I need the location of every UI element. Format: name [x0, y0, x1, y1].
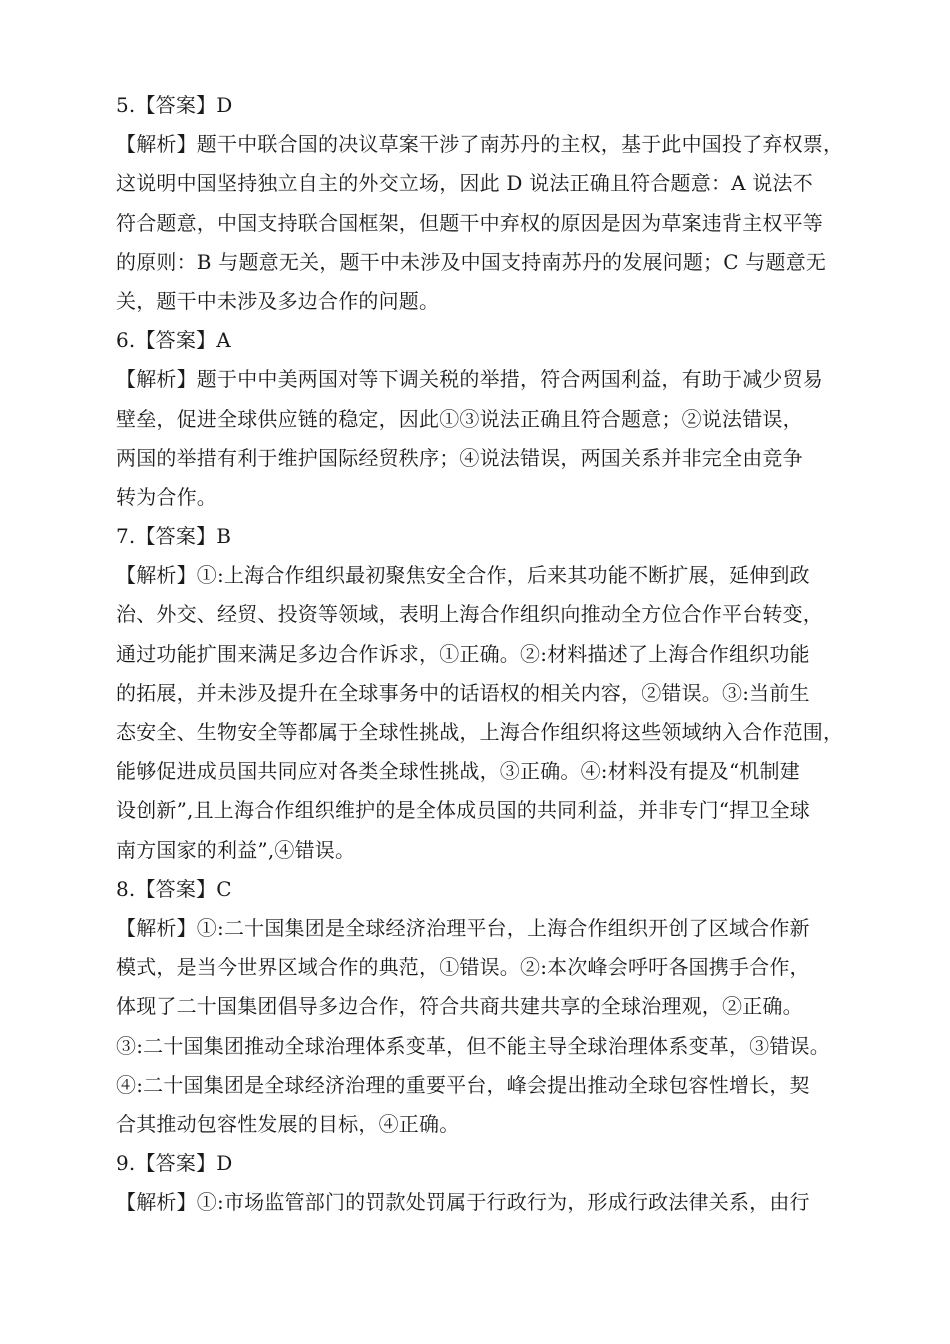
text-line: 南方国家的利益”,④错误。 — [116, 837, 356, 862]
answer-line-q5: 5.【答案】D — [116, 93, 233, 117]
answer-explanation-text — [116, 86, 844, 1222]
text-line: 【解析】题于中中美两国对等下调关税的举措，符合两国利益，有助于减少贸易 — [116, 367, 823, 392]
text-line: 两国的举措有利于维护国际经贸秩序；④说法错误，两国关系并非完全由竞争 — [116, 445, 803, 470]
text-line: ③:二十国集团推动全球治理体系变革，但不能主导全球治理体系变革，③错误。 — [116, 1033, 830, 1058]
text-line: ④:二十国集团是全球经济治理的重要平台，峰会提出推动全球包容性增长，契 — [116, 1072, 810, 1097]
text-line: 的拓展，并未涉及提升在全球事务中的话语权的相关内容，②错误。③:当前生 — [116, 680, 810, 705]
text-line: 【解析】题干中联合国的决议草案干涉了南苏丹的主权，基于此中国投了弃权票， — [116, 132, 844, 157]
text-line: 设创新”,且上海合作组织维护的是全体成员国的共同利益，并非专门“捍卫全球 — [116, 798, 811, 823]
text-line: 这说明中国坚持独立自主的外交立场，因此 D 说法正确且符合题意：A 说法不 — [116, 171, 813, 196]
text-line: 治、外交、经贸、投资等领域，表明上海合作组织向推动全方位合作平台转变， — [116, 602, 823, 627]
text-line: 态安全、生物安全等都属于全球性挑战，上海合作组织将这些领域纳入合作范围， — [116, 720, 844, 744]
answer-line-q7: 7.【答案】B — [116, 524, 232, 549]
text-line: 【解析】①:上海合作组织最初聚焦安全合作，后来其功能不断扩展，延伸到政 — [116, 563, 810, 588]
text-line: 符合题意，中国支持联合国框架，但题干中弃权的原因是因为草案违背主权平等 — [116, 210, 823, 235]
text-line: 合其推动包容性发展的目标，④正确。 — [116, 1111, 460, 1136]
text-line: 通过功能扩围来满足多边合作诉求，①正确。②:材料描述了上海合作组织功能 — [116, 641, 810, 666]
answer-line-q9: 9.【答案】D — [116, 1151, 233, 1176]
text-line: 的原则：B 与题意无关，题干中未涉及中国支持南苏丹的发展问题；C 与题意无 — [116, 249, 827, 274]
text-line: 转为合作。 — [116, 484, 217, 509]
text-line: 【解析】①:二十国集团是全球经济治理平台，上海合作组织开创了区域合作新 — [116, 915, 810, 940]
text-line: 壁垒，促进全球供应链的稳定，因此①③说法正确且符合题意；②说法错误， — [116, 406, 803, 431]
text-line: 模式，是当今世界区域合作的典范，①错误。②:本次峰会呼吁各国携手合作， — [116, 955, 810, 980]
text-line: 关，题干中未涉及多边合作的问题。 — [116, 288, 440, 313]
answer-line-q8: 8.【答案】C — [116, 876, 232, 901]
text-line: 能够促进成员国共同应对各类全球性挑战，③正确。④:材料没有提及“机制建 — [116, 759, 800, 784]
text-line: 体现了二十国集团倡导多边合作，符合共商共建共享的全球治理观，②正确。 — [116, 994, 803, 1019]
text-line: 【解析】①:市场监管部门的罚款处罚属于行政行为，形成行政法律关系，由行 — [116, 1190, 810, 1215]
answer-line-q6: 6.【答案】A — [116, 328, 231, 353]
